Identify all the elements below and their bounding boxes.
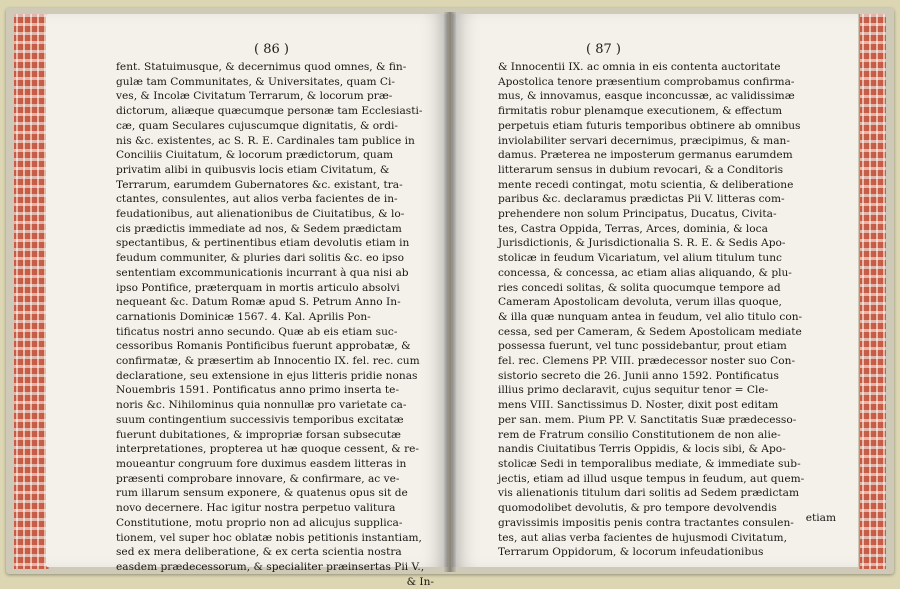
- text-line: tionem, vel super hoc oblatæ nobis petitionis instantiam,: [116, 531, 422, 544]
- text-line: quomodolibet devolutis, & pro tempore devolvendis: [498, 502, 777, 515]
- text-line: firmitatis robur plenamque executionem, & effectum: [498, 105, 783, 118]
- text-line: moueantur congruum fore duximus easdem litteras in: [116, 457, 407, 470]
- text-line: cessoribus Romanis Pontificibus fuerunt approbatæ, &: [116, 340, 411, 353]
- catchword: etiam: [805, 512, 836, 524]
- text-line: mente recedi contingat, motu scientia, & deliberatione: [498, 178, 794, 191]
- text-line: possessa fuerunt, vel tunc possidebantur, prout etiam: [498, 340, 787, 353]
- text-line: Terrarum Oppidorum, & locorum infeudationibus: [498, 546, 764, 559]
- text-line: Cameram Apostolicam devoluta, verum illas quoque,: [498, 296, 782, 309]
- text-line: prehendere non solum Principatus, Ducatus, Civita-: [498, 208, 777, 221]
- text-line: & In-: [406, 575, 434, 588]
- text-line: ctantes, consulentes, aut alios verba facientes de in-: [116, 193, 398, 206]
- left-page-edges: [14, 14, 49, 569]
- text-line: confirmatæ, & præsertim ab Innocentio IX. fel. rec. cum: [116, 355, 420, 368]
- text-line: Terrarum, earumdem Gubernatores &c. existant, tra-: [116, 178, 403, 191]
- text-line: tes, aut alias verba facientes de hujusmodi Civitatum,: [498, 531, 787, 544]
- text-line: nandis Ciuitatibus Terris Oppidis, & locis sibi, & Apo-: [498, 443, 786, 456]
- text-line: jectis, etiam ad illud usque tempus in feudum, aut quem-: [498, 472, 805, 485]
- text-line: novo decernere. Hac igitur nostra perpetuo valitura: [116, 502, 396, 515]
- text-line: privatim alibi in quibusvis locis etiam Civitatum, &: [116, 163, 390, 176]
- text-line: gulæ tam Communitates, & Universitates, quam Ci-: [116, 75, 395, 88]
- text-line: nis &c. existentes, ac S. R. E. Cardinales tam publice in: [116, 134, 415, 147]
- text-line: litterarum sensus in dubium revocari, & a Conditoris: [498, 163, 784, 176]
- text-line: fuerunt dubitationes, & impropriæ forsan subsecutæ: [116, 428, 402, 441]
- text-line: stolicæ Sedi in temporalibus mediate, & immediate sub-: [498, 457, 801, 470]
- text-line: stolicæ in feudum Vicariatum, vel alium titulum tunc: [498, 252, 782, 265]
- text-line: ipso Pontifice, præterquam in mortis articulo absolvi: [116, 281, 400, 294]
- text-line: per san. mem. Pium PP. V. Sanctitatis Suæ prædecesso-: [498, 413, 797, 426]
- text-line: gravissimis impositis penis contra tractantes consulen-: [498, 516, 794, 529]
- text-line: feudum communiter, & pluries dari solitis &c. eo ipso: [116, 252, 404, 265]
- text-line: inviolabiliter servari decernimus, præcipimus, & man-: [498, 134, 790, 147]
- text-line: ries concedi solitas, & solita quocumque tempore ad: [498, 281, 781, 294]
- text-line: fel. rec. Clemens PP. VIII. prædecessor noster suo Con-: [498, 355, 796, 368]
- text-line: mus, & innovamus, easque inconcussæ, ac validissimæ: [498, 90, 795, 103]
- text-line: declaratione, seu extensione in ejus litteris pridie nonas: [116, 369, 418, 382]
- text-line: sistorio secreto die 26. Junii anno 1592. Pontificatus: [498, 369, 779, 382]
- text-line: illius primo declaravit, cujus sequitur tenor = Cle-: [498, 384, 769, 397]
- text-line: Nouembris 1591. Pontificatus anno primo inserta te-: [116, 384, 400, 397]
- text-line: Apostolica tenore præsentium comprobamus confirma-: [498, 75, 795, 88]
- text-line: nequeant &c. Datum Romæ apud S. Petrum Anno In-: [116, 296, 401, 309]
- text-line: Jurisdictionis, & Jurisdictionalia S. R. E. & Sedis Apo-: [498, 237, 786, 250]
- text-line: cessa, sed per Cameram, & Sedem Apostolicam mediate: [498, 325, 802, 338]
- left-page: [46, 14, 448, 588]
- right-page-number: ( 87 ): [586, 42, 621, 57]
- right-page: [452, 14, 858, 567]
- text-line: tes, Castra Oppida, Terras, Arces, dominia, & loca: [498, 222, 768, 235]
- text-line: noris &c. Nihilominus quia nonnullæ pro varietate ca-: [116, 399, 407, 412]
- text-line: vis alienationis titulum dari solitis ad Sedem prædictam: [498, 487, 800, 500]
- text-line: easdem prædecessorum, & specialiter præinsertas Pii V.,: [116, 560, 425, 573]
- text-line: rum illarum sensum exponere, & quatenus opus sit de: [116, 487, 408, 500]
- text-line: carnationis Dominicæ 1567. 4. Kal. Aprilis Pon-: [116, 310, 371, 323]
- text-line: perpetuis etiam futuris temporibus obtinere ab omnibus: [498, 119, 801, 132]
- left-page-text: [116, 60, 434, 589]
- text-line: feudationibus, aut alienationibus de Ciuitatibus, & lo-: [116, 208, 405, 221]
- text-line: sententiam excommunicationis incurrant à qua nisi ab: [116, 266, 409, 279]
- text-line: spectantibus, & pertinentibus etiam devolutis etiam in: [116, 237, 410, 250]
- text-line: cæ, quam Seculares cujuscumque dignitatis, & ordi-: [116, 119, 398, 132]
- text-line: præsenti comprobare innovare, & confirmare, ac ve-: [116, 472, 400, 485]
- text-line: concessa, & concessa, ac etiam alias aliquando, & plu-: [498, 266, 792, 279]
- text-line: Constitutione, motu proprio non ad alicujus supplica-: [116, 516, 403, 529]
- text-line: suum contingentium successivis temporibus excitatæ: [116, 413, 404, 426]
- text-line: sed ex mera deliberatione, & ex certa scientia nostra: [116, 546, 402, 559]
- text-line: rem de Fratrum consilio Constitutionem de non alie-: [498, 428, 781, 441]
- left-page-number: ( 86 ): [254, 42, 289, 57]
- text-line: tificatus nostri anno secundo. Quæ ab eis etiam suc-: [116, 325, 398, 338]
- text-line: mens VIII. Sanctissimus D. Noster, dixit post editam: [498, 399, 779, 412]
- right-page-text: [498, 60, 836, 560]
- text-line: & Innocentii IX. ac omnia in eis contenta auctoritate: [498, 61, 781, 73]
- text-line: interpretationes, propterea ut hæ quoque cessent, & re-: [116, 443, 420, 456]
- text-line: paribus &c. declaramus prædictas Pii V. litteras com-: [498, 193, 785, 206]
- book-gutter: [444, 12, 456, 572]
- text-line: fent. Statuimusque, & decernimus quod omnes, & fin-: [116, 61, 407, 73]
- text-line: & illa quæ nunquam antea in feudum, vel alio titulo con-: [498, 310, 803, 323]
- text-line: dictorum, aliæque quæcumque personæ tam Ecclesiasti-: [116, 105, 423, 118]
- text-line: cis prædictis immediate ad nos, & Sedem prædictam: [116, 222, 402, 235]
- text-line: ves, & Incolæ Civitatum Terrarum, & locorum præ-: [116, 90, 393, 103]
- text-line: damus. Præterea ne imposterum germanus earumdem: [498, 149, 793, 162]
- text-line: Conciliis Ciuitatum, & locorum prædictorum, quam: [116, 149, 394, 162]
- right-page-edges: [859, 14, 886, 569]
